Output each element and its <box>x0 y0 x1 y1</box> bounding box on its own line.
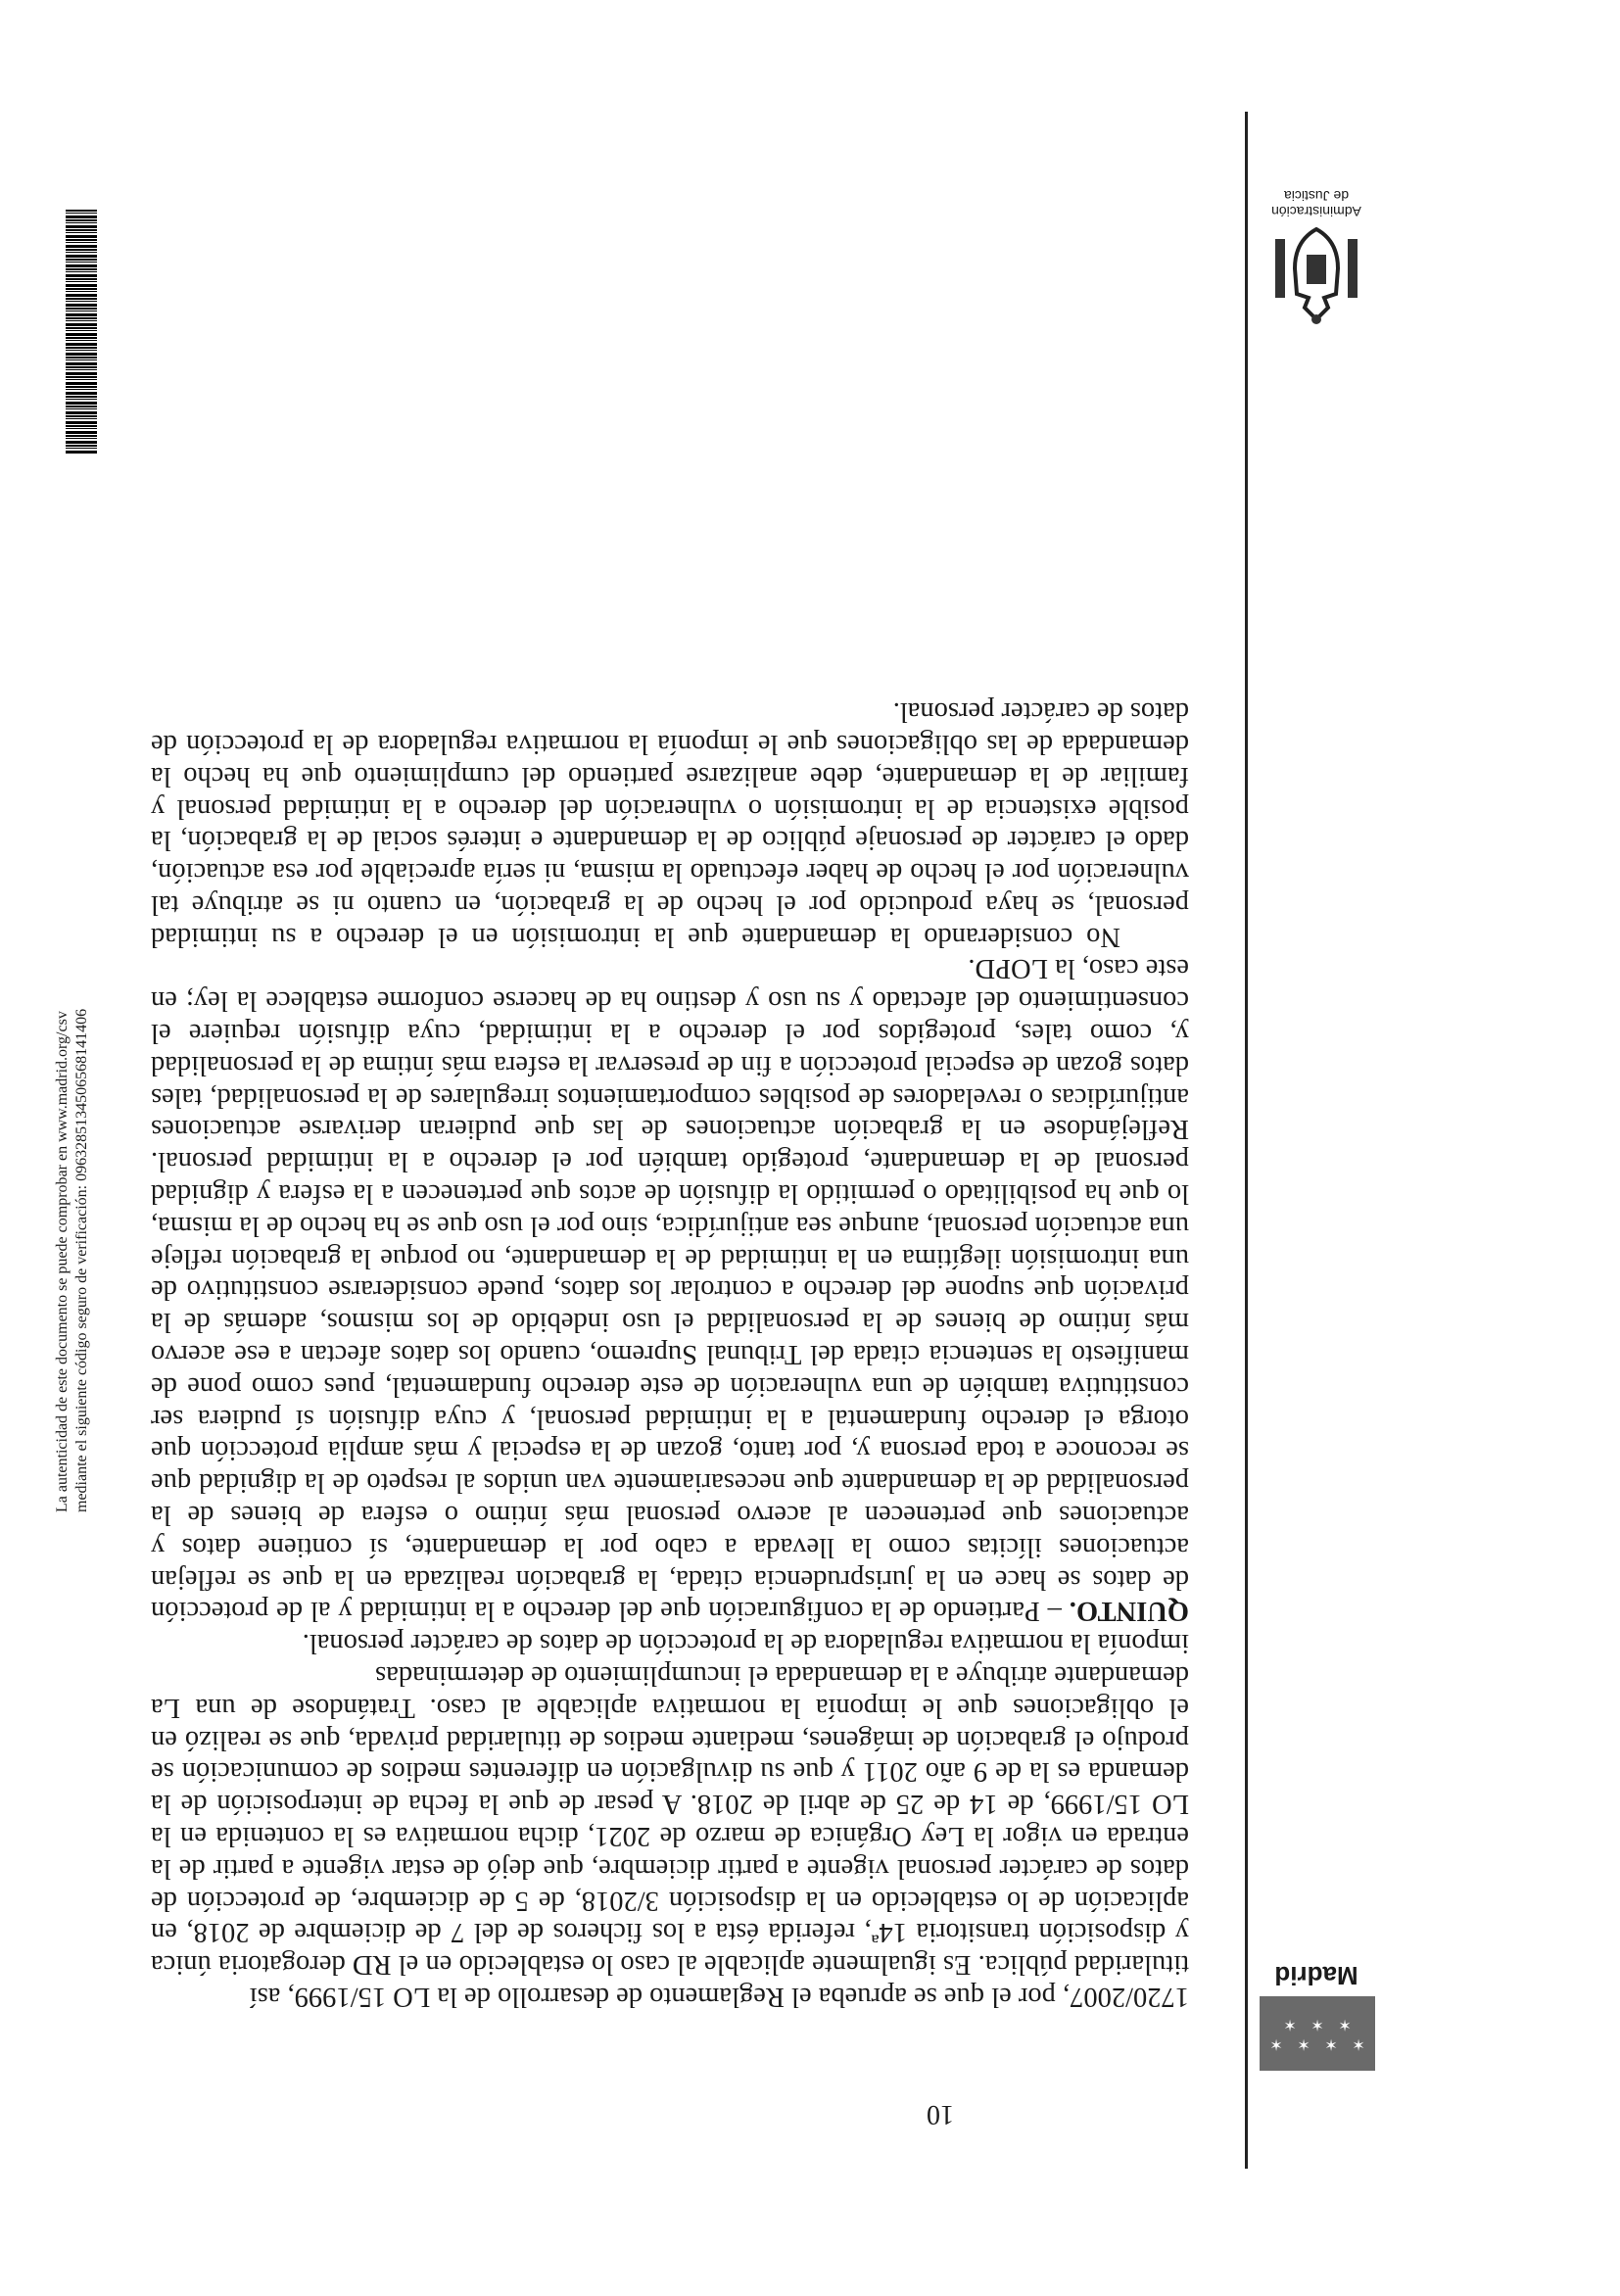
crest-label-line2: de Justicia <box>1283 188 1350 204</box>
verification-line2: mediante el siguiente código seguro de verificación: 0963285134506568141406 <box>73 1008 90 1512</box>
crest-label-line1: Administración <box>1271 204 1361 219</box>
madrid-flag-icon: ✶ ✶ ✶ ✶ ✶ ✶ ✶ <box>1260 1996 1375 2071</box>
document-body <box>151 694 1189 2012</box>
page-number: 10 <box>927 2099 954 2129</box>
crest-label <box>1248 188 1385 219</box>
paragraph-continuation-lead: 1720/2007, por el que se aprueba el Reglamento de desarrollo de la LO 15/1999, así <box>249 1982 1189 2012</box>
paragraph-quinto <box>151 952 1189 1627</box>
region-name: Madrid <box>1274 1961 1358 1990</box>
paragraph-continuation: titularidad pública. Es igualmente aplicable al caso lo establecido en el RD derogatoria única y disposición transitoria 14ª, referida ésta a los ficheros de del 7 de diciembre de 2018, en aplicación de lo establecido en la disposición 3/2018, de 5 de diciembre, de protección de datos de carácter personal vigente a partir diciembre, que dejó de estar vigente a partir de la entrada en vigor la Ley Orgánica de marzo de 2021, dicha normativa es la contenida en la LO 15/1999, de 14 de 25 de abril de 2018. A pesar de que la fecha de interposición de la demanda es la de 9 año 2011 y que su divulgación en diferentes medios de comunicación se produjo el grabación de imágenes, mediante medios de titularidad privada, que se realizó en el obligaciones que le imponía la normativa aplicable al caso. Tratándose de una La demandante atribuye a la demandada el incumplimiento de determinadas <box>151 1660 1189 1981</box>
madrid-logo <box>1258 1960 1375 2071</box>
section-label: QUINTO. <box>1069 1596 1189 1627</box>
header-column <box>1245 112 1385 2169</box>
paragraph-closing: imponía la normativa reguladora de la protección de datos de carácter personal. <box>302 1628 1189 1659</box>
paragraph-analysis: No considerando la demandante que la intromisión en el derecho a su intimidad personal, se haya producido por el hecho de la grabación, en cuanto ni se atribuye tal vulneración por el hecho de haber efectuado la misma, ni sería apreciable por esa actuación, dado el carácter de personaje público de la demandante e interés social de la grabación, la posible existencia de la intromisión o vulneración del derecho a la intimidad personal y familiar de la demandante, debe analizarse partiendo del cumplimiento que ha hecho la demandada de las obligaciones que le imponía la normativa reguladora de la protección de datos de carácter personal. <box>151 696 1189 952</box>
barcode-icon <box>66 210 97 454</box>
section-text: – Partiendo de la configuración que del derecho a la intimidad y al de protección de datos se hace en la jurisprudencia citada, la grabación realizada en la que se reflejan actuaciones ilícitas como la llevada a cabo por la demandante, sí contiene datos y actuaciones que pertenecen al acervo personal más íntimo o esfera de bienes de la personalidad de la demandante que necesariamente van unidos al respeto de la dignidad que se reconoce a toda persona y, por tanto, gozan de la especial y más amplia protección que otorga el derecho fundamental a la intimidad personal, y cuya difusión sí pudiera ser constitutiva también de una vulneración de este derecho fundamental, pues como pone de manifiesto la sentencia citada del Tribunal Supremo, cuando los datos afectan a ese acervo más íntimo de bienes de la personalidad el uso indebido de los mismos, además de la privación que supone del derecho a controlar los datos, puede considerarse constitutivo de una intromisión ilegítima en la intimidad de la demandante, no porque la grabación refleje una actuación personal, aunque sea antijurídica, sino por el uso que se ha hecho de la misma, lo que ha posibilitado o permitido la difusión de actos que pertenecen a la esfera y dignidad personal de la demandante, protegido también por el derecho a la intimidad personal. Reflejándose en la grabación actuaciones de las que pudieran derivarse actuaciones antijurídicas o reveladores de posibles comportamientos irregulares de la personalidad, tales datos gozan de especial protección a fin de preservar la esfera más íntima de la personalidad y, como tales, protegidos por el derecho a la intimidad, cuya difusión requiere el consentimiento del afectado y su uso y destino ha de hacerse conforme establece la ley; en este caso, la LOPD. <box>150 953 1189 1627</box>
coat-of-arms-icon <box>1267 219 1365 327</box>
verification-note <box>53 435 112 1512</box>
verification-line1: La autenticidad de este documento se puede comprobar en www.madrid.org/csv <box>54 1011 71 1512</box>
verification-note-text <box>53 435 92 1512</box>
